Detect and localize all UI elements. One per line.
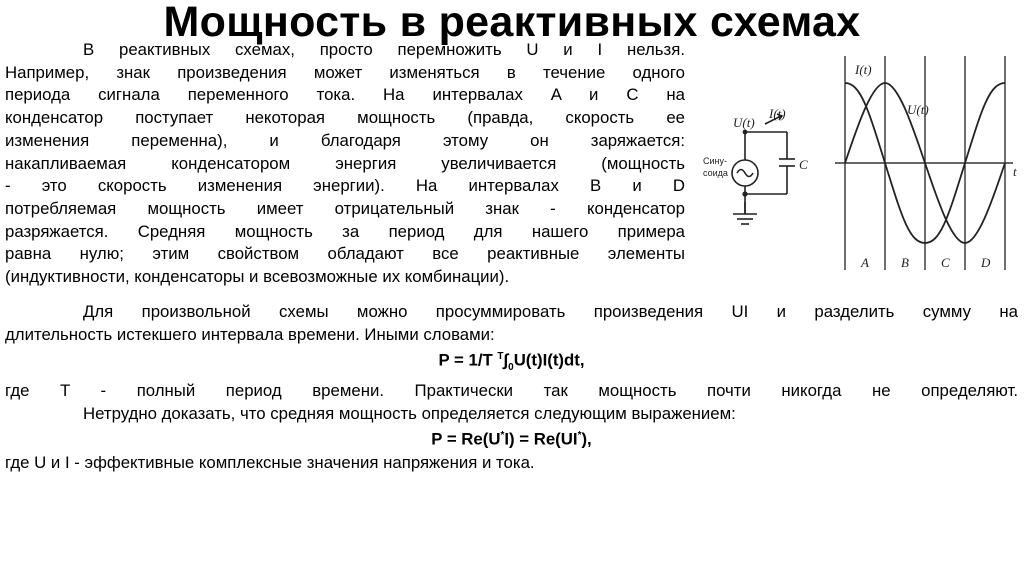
text-line: конденсатор поступает некоторая мощность (правда, скорость ее xyxy=(5,108,685,128)
formula-suffix: , xyxy=(579,351,585,370)
text-line: Например, знак произведения может изменяться в течение одного xyxy=(5,62,685,82)
text-line: - это скорость изменения энергии). На интервалах B и D xyxy=(5,176,685,196)
capacitor-label: C xyxy=(799,157,808,172)
interval-label-b: B xyxy=(901,255,909,270)
text-line: Нетрудно доказать, что средняя мощность определяется следующим выражением: xyxy=(83,403,736,423)
formula-part: ), xyxy=(581,430,592,450)
interval-label-c: C xyxy=(941,255,950,270)
current-wave-label: I(t) xyxy=(855,62,872,77)
paragraph-average-power xyxy=(5,301,1018,474)
text-line: разряжается. Средняя мощность за период для нашего примера xyxy=(5,221,685,241)
voltage-current-figure xyxy=(695,52,1024,278)
text-line: (индуктивности, конденсаторы и всевозможные их комбинации). xyxy=(5,267,510,287)
text-line: Для произвольной схемы можно просуммировать произведения UI и разделить сумму на xyxy=(83,302,1018,321)
voltage-wave-label: U(t) xyxy=(907,102,929,117)
source-label-line2: соида xyxy=(703,168,728,178)
formula-lower-limit: 0 xyxy=(508,362,514,374)
formula-upper-limit: T xyxy=(497,351,504,363)
circuit-current-label: I(t) xyxy=(769,106,786,121)
text-line: изменения переменна), и благодаря этому он заряжается: xyxy=(5,130,685,150)
conjugate-mark: * xyxy=(500,430,505,442)
integral-symbol: ∫ xyxy=(503,351,509,370)
text-line: В реактивных схемах, просто перемножить U и I нельзя. xyxy=(83,40,685,59)
page-title: Мощность в реактивных схемах xyxy=(163,0,861,46)
text-line: равна нулю; этим свойством обладают все реактивные элементы xyxy=(5,244,685,264)
formula-part: P = Re(U xyxy=(431,430,501,450)
text-line: где T - полный период времени. Практически так мощность почти никогда не определяют. xyxy=(5,381,1018,401)
text-line: потребляемая мощность имеет отрицательный знак - конденсатор xyxy=(5,198,685,218)
formula-integral xyxy=(5,346,1018,380)
conjugate-mark: * xyxy=(577,430,582,442)
text-line: периода сигнала переменного тока. На интервалах A и C на xyxy=(5,85,685,105)
junction-dot xyxy=(743,130,748,135)
formula-integrand: U(t)I(t)dt xyxy=(513,351,580,370)
formula-complex xyxy=(5,425,1018,451)
paragraph-reactive-circuits xyxy=(5,39,685,289)
formula-part: I) = Re(UI xyxy=(504,430,578,450)
junction-dot xyxy=(742,191,747,196)
interval-label-d: D xyxy=(981,255,991,270)
source-label-line1: Сину- xyxy=(703,156,727,166)
circuit-diagram xyxy=(732,114,795,224)
text-line: длительность истекшего интервала времени. Иными словами: xyxy=(5,324,495,344)
text-line: накапливаемая конденсатором энергия увеличивается (мощность xyxy=(5,153,685,173)
text-line: где U и I - эффективные комплексные значения напряжения и тока. xyxy=(5,452,535,472)
circuit-voltage-label: U(t) xyxy=(733,115,755,130)
interval-label-a: A xyxy=(861,255,869,270)
time-axis-label: t xyxy=(1013,164,1017,179)
formula-prefix: P = 1/T xyxy=(438,351,498,370)
